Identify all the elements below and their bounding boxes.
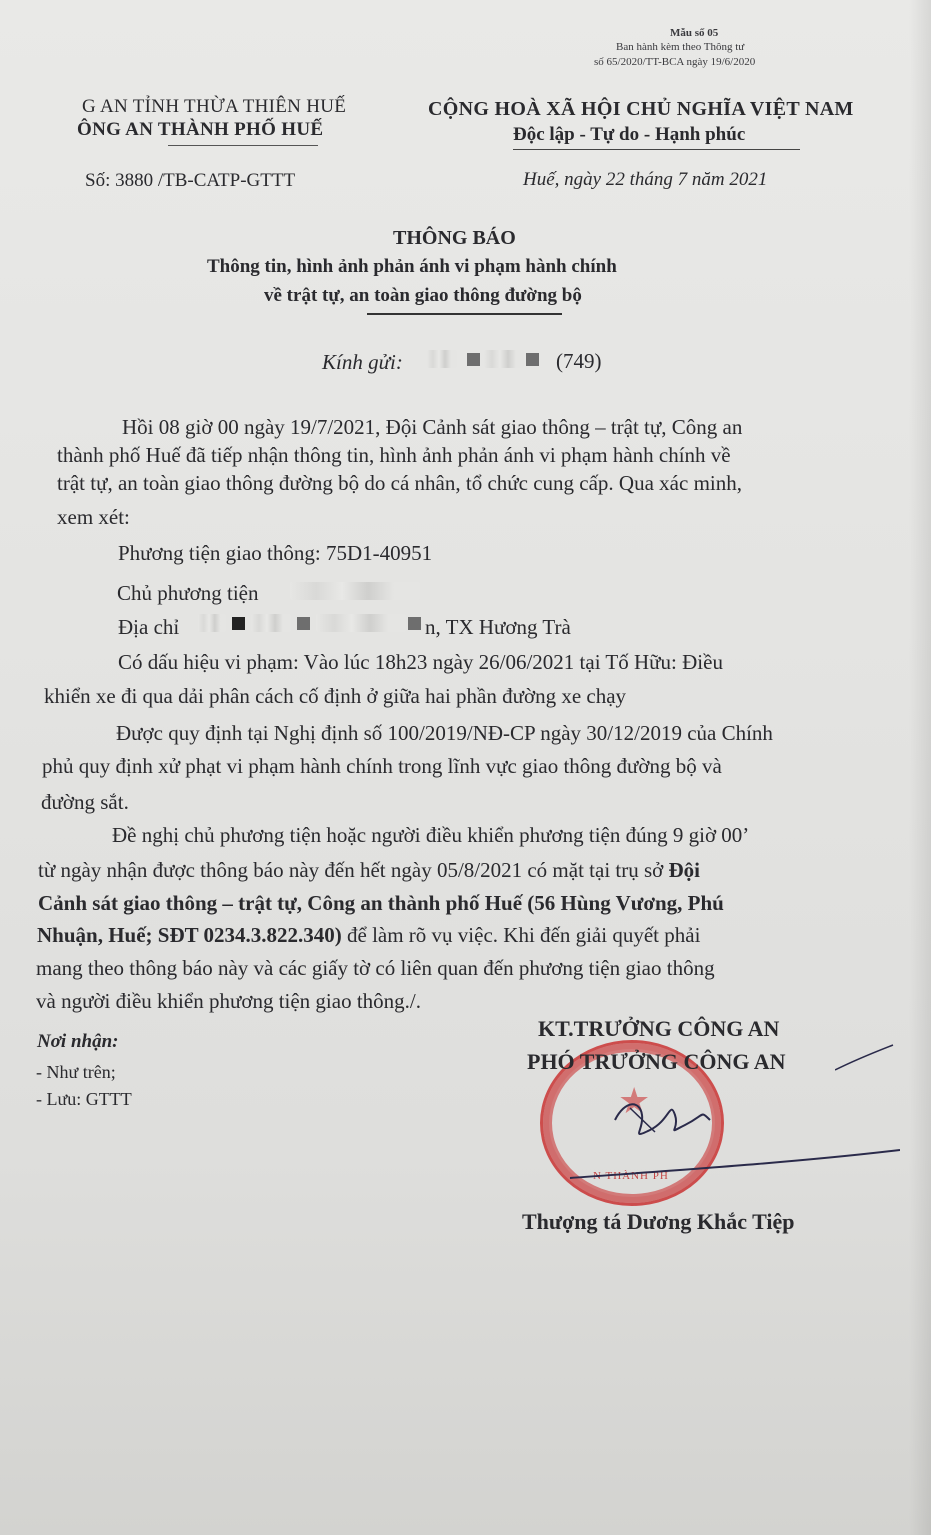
law-line-2: phủ quy định xử phạt vi phạm hành chính trong lĩnh vực giao thông đường bộ và bbox=[42, 754, 722, 778]
request-line-5: mang theo thông báo này và các giấy tờ có liên quan đến phương tiện giao thông bbox=[36, 956, 715, 980]
seal-text: N THÀNH PH bbox=[593, 1170, 669, 1182]
recipient-redacted bbox=[427, 350, 541, 376]
vehicle-plate: Phương tiện giao thông: 75D1-40951 bbox=[118, 541, 433, 565]
nation-motto: Độc lập - Tự do - Hạnh phúc bbox=[513, 124, 746, 145]
law-line-3: đường sắt. bbox=[41, 790, 129, 814]
signature-title-1: KT.TRƯỞNG CÔNG AN bbox=[538, 1016, 780, 1041]
recipients-title: Nơi nhận: bbox=[37, 1031, 119, 1052]
place-date: Huế, ngày 22 tháng 7 năm 2021 bbox=[523, 169, 768, 190]
address-tail: n, TX Hương Trà bbox=[425, 615, 571, 639]
motto-underline bbox=[513, 149, 800, 150]
document-number: Số: 3880 /TB-CATP-GTTT bbox=[85, 170, 296, 191]
notice-subtitle-1: Thông tin, hình ảnh phản ánh vi phạm hành chính bbox=[207, 256, 617, 277]
signature bbox=[560, 1070, 900, 1180]
request-line-6: và người điều khiển phương tiện giao thông./. bbox=[36, 989, 422, 1013]
address-redacted bbox=[198, 614, 423, 632]
request-line-4: Nhuận, Huế; SĐT 0234.3.822.340) để làm rõ vụ việc. Khi đến giải quyết phải bbox=[37, 923, 701, 947]
owner-redacted bbox=[290, 582, 420, 600]
agency-name: ÔNG AN THÀNH PHỐ HUẾ bbox=[77, 119, 324, 140]
paragraph-1-line-4: xem xét: bbox=[57, 505, 130, 529]
recipient-label: Kính gửi: bbox=[322, 350, 403, 374]
recipient-item-2: - Lưu: GTTT bbox=[36, 1089, 132, 1109]
address-label: Địa chỉ bbox=[118, 615, 180, 639]
agency-parent: G AN TỈNH THỪA THIÊN HUẾ bbox=[82, 96, 347, 117]
owner-label: Chủ phương tiện bbox=[117, 581, 259, 605]
signature-flourish bbox=[835, 1040, 895, 1080]
signature-title-2: PHÓ TRƯỞNG CÔNG AN bbox=[527, 1049, 786, 1074]
paragraph-1-line-2: thành phố Huế đã tiếp nhận thông tin, hình ảnh phản ánh vi phạm hành chính về bbox=[57, 443, 731, 467]
request-line-1: Đề nghị chủ phương tiện hoặc người điều khiển phương tiện đúng 9 giờ 00’ bbox=[112, 823, 750, 847]
form-number: Mẫu số 05 bbox=[670, 27, 719, 39]
form-issued-line2: số 65/2020/TT-BCA ngày 19/6/2020 bbox=[594, 56, 756, 68]
nation-title: CỘNG HOÀ XÃ HỘI CHỦ NGHĨA VIỆT NAM bbox=[428, 98, 854, 120]
paragraph-1-line-3: trật tự, an toàn giao thông đường bộ do cá nhân, tổ chức cung cấp. Qua xác minh, bbox=[57, 471, 742, 495]
request-line-2: từ ngày nhận được thông báo này đến hết ngày 05/8/2021 có mặt tại trụ sở Đội bbox=[38, 858, 701, 882]
law-line-1: Được quy định tại Nghị định số 100/2019/NĐ-CP ngày 30/12/2019 của Chính bbox=[116, 721, 773, 745]
form-issued-line1: Ban hành kèm theo Thông tư bbox=[616, 41, 745, 53]
recipient-item-1: - Như trên; bbox=[36, 1062, 116, 1082]
violation-line-2: khiển xe đi qua dải phân cách cố định ở giữa hai phần đường xe chạy bbox=[44, 684, 627, 708]
signer-name: Thượng tá Dương Khắc Tiệp bbox=[522, 1209, 795, 1234]
paper-edge-shadow bbox=[909, 0, 931, 1535]
agency-underline bbox=[168, 145, 318, 146]
seal-star-icon: ★ bbox=[618, 1081, 651, 1121]
paragraph-1-line-1: Hồi 08 giờ 00 ngày 19/7/2021, Đội Cảnh sát giao thông – trật tự, Công an bbox=[122, 415, 743, 439]
recipient-suffix: (749) bbox=[556, 349, 602, 373]
violation-line-1: Có dấu hiệu vi phạm: Vào lúc 18h23 ngày 26/06/2021 tại Tố Hữu: Điều bbox=[118, 650, 723, 674]
notice-subtitle-2: về trật tự, an toàn giao thông đường bộ bbox=[264, 285, 582, 306]
title-underline bbox=[367, 313, 562, 315]
request-line-3: Cảnh sát giao thông – trật tự, Công an thành phố Huế (56 Hùng Vương, Phú bbox=[38, 891, 724, 915]
notice-title: THÔNG BÁO bbox=[393, 227, 516, 249]
